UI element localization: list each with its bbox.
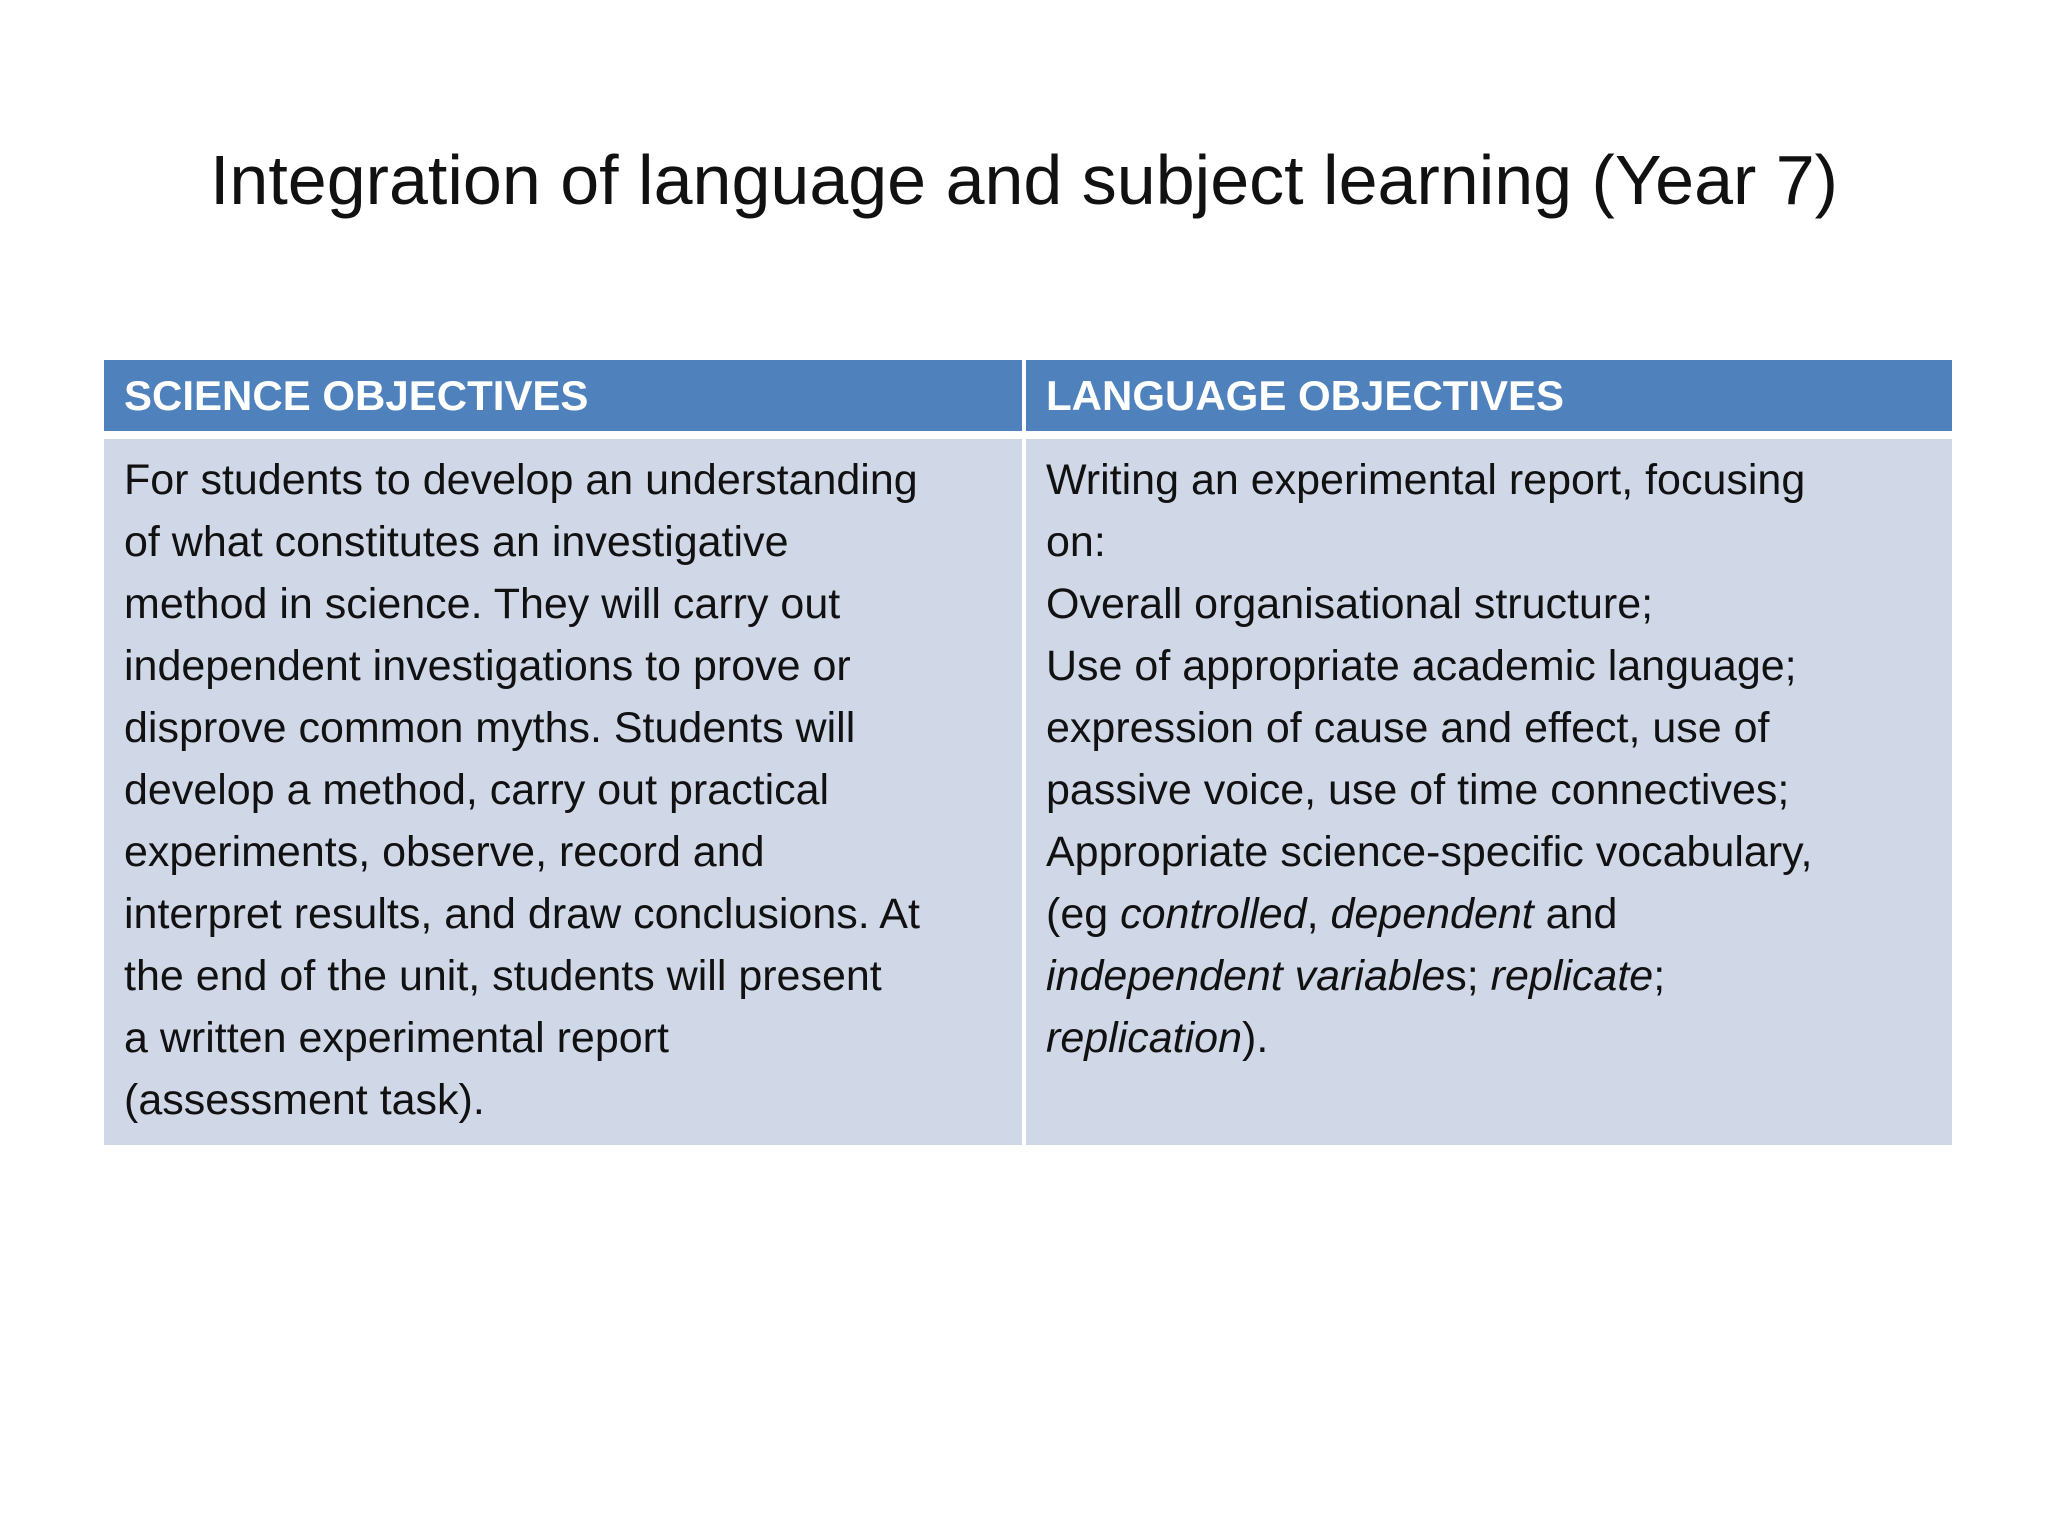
science-line: the end of the unit, students will present: [124, 952, 882, 1000]
objectives-table: [104, 360, 1952, 1145]
science-line: of what constitutes an investigative: [124, 518, 789, 566]
language-line: on:: [1046, 518, 1106, 566]
science-line: method in science. They will carry out: [124, 580, 841, 628]
vocab-term-replication: replication: [1046, 1014, 1242, 1062]
language-line: passive voice, use of time connectives;: [1046, 766, 1790, 814]
header-language-objectives: LANGUAGE OBJECTIVES: [1026, 360, 1952, 439]
vocab-term-controlled: controlled: [1120, 890, 1307, 938]
language-line: expression of cause and effect, use of: [1046, 704, 1770, 752]
science-line: For students to develop an understanding: [124, 456, 918, 504]
language-line-examples: [1046, 883, 1932, 945]
vocab-term-independent-variable: independent variable: [1046, 952, 1446, 1000]
language-line: Use of appropriate academic language;: [1046, 642, 1797, 690]
language-line: Writing an experimental report, focusing: [1046, 456, 1806, 504]
science-objectives-cell: [104, 439, 1026, 1145]
header-science-objectives: SCIENCE OBJECTIVES: [104, 360, 1026, 439]
table-row: [104, 439, 1952, 1145]
vocab-term-dependent: dependent: [1330, 890, 1534, 938]
science-line: a written experimental report: [124, 1014, 669, 1062]
language-line: Overall organisational structure;: [1046, 580, 1654, 628]
text-fragment: (eg: [1046, 890, 1121, 938]
text-fragment: s;: [1445, 952, 1491, 1000]
language-line: Appropriate science-specific vocabulary,: [1046, 828, 1813, 876]
table-header-row: [104, 360, 1952, 439]
text-fragment: and: [1533, 890, 1618, 938]
language-line-examples: [1046, 945, 1932, 1007]
text-fragment: ,: [1306, 890, 1331, 938]
slide-title: Integration of language and subject learning (Year 7): [209, 141, 1838, 219]
text-fragment: ).: [1242, 1014, 1269, 1062]
language-line-examples: [1046, 1007, 1932, 1069]
science-line: disprove common myths. Students will: [124, 704, 856, 752]
science-line: (assessment task).: [124, 1076, 485, 1124]
science-line: independent investigations to prove or: [124, 642, 851, 690]
vocab-term-replicate: replicate: [1490, 952, 1654, 1000]
science-line: develop a method, carry out practical: [124, 766, 830, 814]
science-line: experiments, observe, record and: [124, 828, 765, 876]
science-line: interpret results, and draw conclusions. At: [124, 890, 920, 938]
text-fragment: ;: [1653, 952, 1666, 1000]
language-objectives-cell: [1026, 439, 1952, 1145]
